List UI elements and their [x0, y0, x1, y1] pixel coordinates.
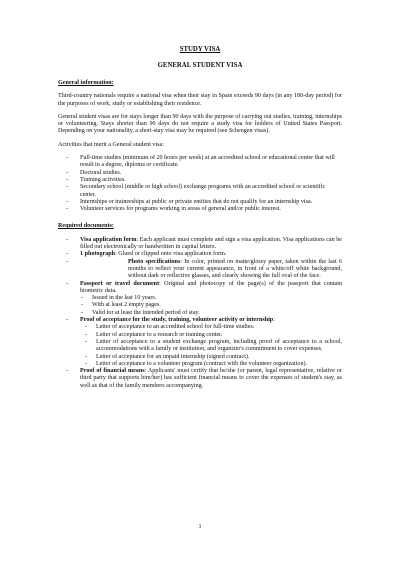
list-item: - Internships or traineeships at public or private entities that do not qualify for an internship visa.: [58, 199, 342, 206]
list-item: [58, 368, 342, 390]
photo-spec-text-block: [58, 259, 342, 281]
photo-text: : Glued or clipped onto visa application form.: [115, 251, 227, 258]
photo-label: 1 photograph: [80, 251, 116, 258]
acceptance-colon: :: [273, 317, 275, 324]
activities-intro: Activities that merit a General student visa:: [58, 141, 164, 148]
list-item: - Letter of acceptance to a volunteer program (contract with the volunteer organization).: [84, 361, 342, 368]
financial-label: Proof of financial means: [80, 368, 145, 375]
list-item: - Secondary school (middle or high school) exchange programs with an accredited school or scientific center.: [58, 184, 342, 199]
page-number: 1: [198, 524, 202, 530]
acceptance-sublist: [80, 324, 342, 368]
activities-list: [58, 155, 342, 213]
passport-label: Passport or travel document: [80, 280, 160, 287]
form-text: : Each applicant must complete and sign a visa application. Visa applications can be filled out electronically or handwritten in capital letters.: [80, 236, 342, 251]
list-item: - Doctoral studies.: [58, 170, 342, 177]
required-docs-heading: Required documents:: [58, 223, 114, 230]
general-info-heading: General information:: [58, 80, 114, 86]
list-item: - With at least 2 empty pages.: [80, 302, 342, 309]
list-item: - Training activities.: [58, 177, 342, 184]
acceptance-label: Proof of acceptance for the study, training, volunteer activity or internship: [80, 317, 274, 324]
photo-spec-block: [58, 259, 342, 281]
required-docs-list: [58, 237, 342, 390]
form-label: Visa application form: [80, 236, 137, 243]
list-item: - Full-time studies (minimum of 20 hours per week) at an accredited school or educational center that will result in a degree, diploma or certificate.: [58, 155, 342, 170]
list-item: [58, 251, 342, 258]
financial-text: : Applicants' must certify that he/she (or parent, legal representative, relative or third party that supports him/her) has sufficient financial means to cover the expenses of student's stay, as well as that of the family members accompanying.: [80, 368, 342, 389]
passport-sublist: [80, 295, 342, 317]
photo-spec-text: : In color, printed on matte/glossy paper, taken within the last 6 months to reflect your current appearance, in front of a white/off white background, without dark or reflective glasses, and clearly showing the full oval of the face.: [128, 258, 342, 280]
list-item: [58, 281, 342, 317]
list-item: - Letter of acceptance to an accredited school for full-time studies.: [84, 324, 342, 331]
list-item: - Valid for at least the intended period of stay.: [80, 310, 342, 317]
document-title: STUDY VISA: [179, 46, 221, 53]
list-item: - Volunteer services for programs working in areas of general and/or public interest.: [58, 206, 342, 213]
photo-spec-label: Photo specifications: [128, 258, 181, 265]
general-info-paragraph-2: General student visas are for stays longer than 90 days with the purpose of carrying out studies, training, internships or volunteering. Stays shorter than 90 days do not require a study visa for holders of United States Passport. Depending on your nationality, a short-stay visa may be required (see Schengen visas).: [58, 113, 342, 135]
list-item: - Letter of acceptance for an unpaid internship (signed contract).: [84, 354, 342, 361]
passport-text: : Original and photocopy of the page(s) of the passport that contain biometric data.: [80, 280, 342, 294]
list-item: [58, 317, 342, 368]
general-info-paragraph-1: Third-country nationals require a national visa when their stay in Spain exceeds 90 days (in any 180-day period) for the purposes of work, study or establishing their residence.: [58, 93, 342, 107]
list-item: - Letter of acceptance to a research or training center.: [84, 332, 342, 339]
document-subtitle: GENERAL STUDENT VISA: [157, 62, 243, 69]
list-item: [58, 237, 342, 252]
list-item: - Letter of acceptance to a student exchange program, including proof of acceptance to a school, accommodations with a family or institution, and organizer's commitment to cover expenses.: [84, 339, 342, 354]
list-item: - Issued in the last 10 years.: [80, 295, 342, 302]
